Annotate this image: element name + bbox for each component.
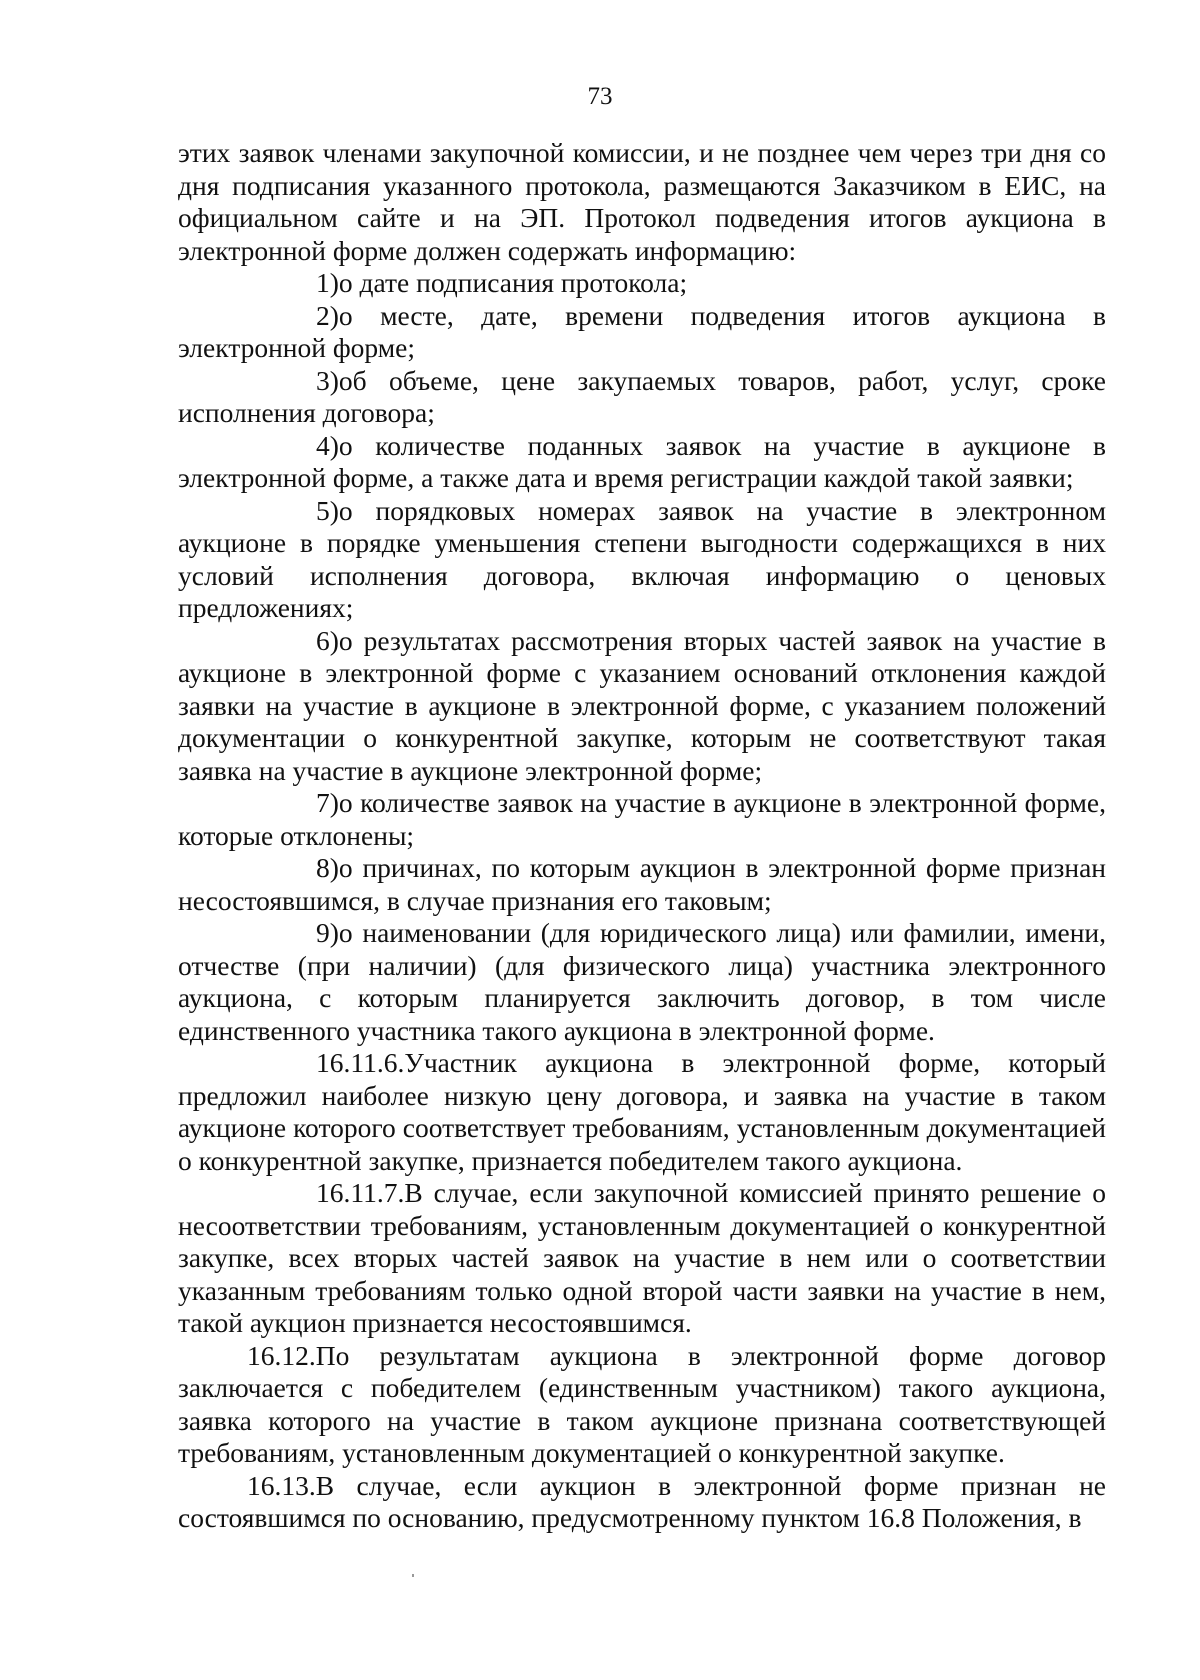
list-item-number: 4) (316, 429, 339, 461)
list-item (178, 852, 1106, 917)
list-item (178, 917, 1106, 1047)
scan-speck (412, 1574, 414, 1577)
clause-number: 16.11.7. (316, 1177, 405, 1208)
list-item-text: о месте, дате, времени подведения итогов аукциона в электронной форме; (178, 299, 1106, 363)
list-item-number: 1) (316, 267, 339, 298)
list-item-number: 5) (316, 494, 339, 526)
clause-16-11-7 (178, 1177, 1106, 1340)
clause-16-13 (178, 1470, 1106, 1535)
list-item (178, 625, 1106, 788)
clause-number: 16.11.6. (316, 1047, 405, 1078)
list-item-text: о результатах рассмотрения вторых частей заявок на участие в аукционе в электронной форме с указанием оснований отклонения каждой заявки на участие в аукционе в электронной форме, с указанием положений документации о конкурентной закупке, которым не соответствуют такая заявка на участие в аукционе электронной форме; (178, 624, 1106, 786)
list-item-text: о причинах, по которым аукцион в электронной форме признан несостоявшимся, в случае признания его таковым; (178, 852, 1106, 916)
list-item (178, 365, 1106, 430)
clause-16-12 (178, 1340, 1106, 1470)
list-item-text: о дате подписания протокола; (338, 267, 688, 298)
list-item-text: о количестве заявок на участие в аукционе в электронной форме, которые отклонены; (178, 787, 1106, 851)
list-item-number: 7) (316, 787, 339, 818)
list-item-text: об объеме, цене закупаемых товаров, работ, услуг, сроке исполнения договора; (178, 364, 1106, 428)
list-item (178, 300, 1106, 365)
list-item-number: 2) (316, 299, 339, 331)
list-item-text: о количестве поданных заявок на участие в аукционе в электронной форме, а также дата и время регистрации каждой такой заявки; (178, 429, 1106, 493)
clause-number: 16.13. (247, 1469, 316, 1501)
list-item-number: 3) (316, 364, 339, 396)
clause-16-11-6 (178, 1047, 1106, 1177)
list-item (178, 495, 1106, 625)
intro-paragraph: этих заявок членами закупочной комиссии, и не позднее чем через три дня со дня подписания указанного протокола, размещаются Заказчиком в ЕИС, на официальном сайте и на ЭП. Протокол подведения итогов аукциона в электронной форме должен содержать информацию: (178, 137, 1106, 266)
list-item-text: о наименовании (для юридического лица) или фамилии, имени, отчестве (при наличии) (для физического лица) участника электронного аукциона, с которым планируется заключить договор, в том числе единственного участника такого аукциона в электронной форме. (178, 917, 1106, 1046)
clause-text: В случае, если аукцион в электронной форме признан не состоявшимся по основанию, предусмотренному пунктом 16.8 Положения, в (178, 1469, 1106, 1533)
list-item (178, 430, 1106, 495)
list-item-number: 9) (316, 917, 339, 948)
clause-number: 16.12. (247, 1339, 316, 1371)
list-item-text: о порядковых номерах заявок на участие в электронном аукционе в порядке уменьшения степени выгодности содержащихся в них условий исполнения договора, включая информацию о ценовых предложениях; (178, 494, 1106, 623)
clause-text: По результатам аукциона в электронной форме договор заключается с победителем (единственным участником) такого аукциона, заявка которого на участие в таком аукционе признана соответствующей требованиям, установленным документацией о конкурентной закупке. (178, 1339, 1106, 1468)
list-item (178, 267, 1106, 300)
list-item-number: 6) (316, 624, 339, 656)
document-body (178, 137, 1106, 1535)
list-item-number: 8) (316, 852, 339, 883)
clause-text: Участник аукциона в электронной форме, который предложил наиболее низкую цену договора, и заявка на участие в таком аукционе которого соответствует требованиям, установленным документацией о конкурентной закупке, признается победителем такого аукциона. (178, 1047, 1106, 1176)
clause-text: В случае, если закупочной комиссией принято решение о несоответствии требованиям, установленным документацией о конкурентной закупке, всех вторых частей заявок на участие в нем или о соответствии указанным требованиям только одной второй части заявки на участие в нем, такой аукцион признается несостоявшимся. (178, 1177, 1106, 1338)
page-number: 73 (587, 83, 613, 110)
list-item (178, 787, 1106, 852)
